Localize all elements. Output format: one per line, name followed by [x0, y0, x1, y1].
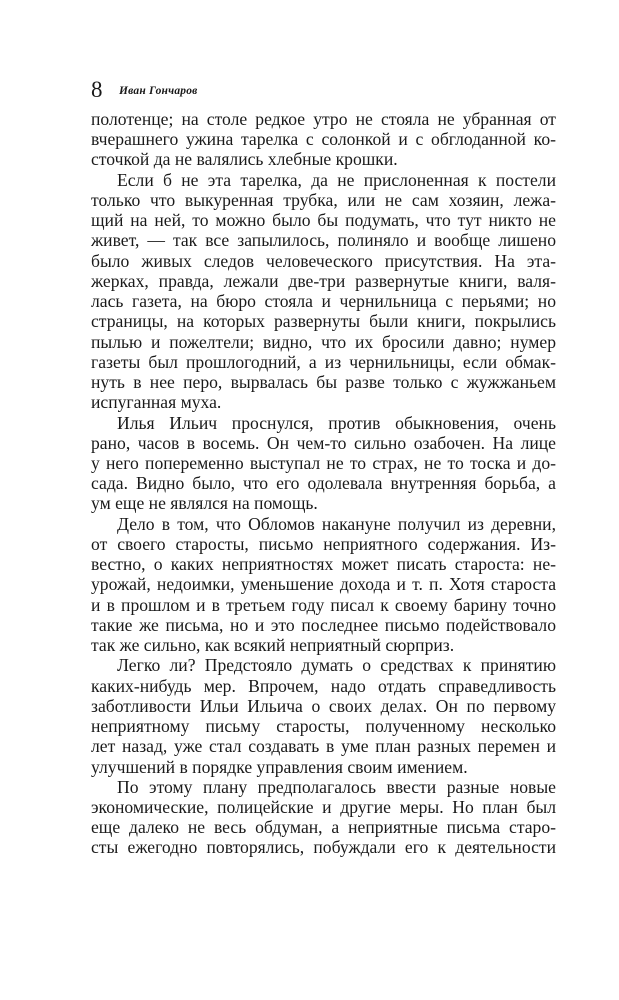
paragraph: [91, 777, 556, 858]
text-line: вестно, о каких неприятностях может писать староста: не-: [91, 554, 556, 575]
text-line: у него попеременно выступал не то страх, не то тоска и до-: [91, 452, 556, 473]
text-line: только что выкуренная трубка, или не сам хозяин, лежа-: [91, 189, 556, 210]
paragraph: [91, 170, 556, 413]
text-line: от своего старосты, письмо неприятного содержания. Из-: [91, 533, 556, 554]
text-line: газеты был прошлогодний, а из чернильницы, если обмак-: [91, 351, 556, 372]
page-number: 8: [91, 77, 103, 102]
text-line: лет назад, уже стал создавать в уме план разных перемен и: [91, 736, 556, 757]
text-line: ум еще не являлся на помощь.: [91, 493, 318, 514]
paragraph: [91, 413, 556, 514]
text-line: Дело в том, что Обломов накануне получил из деревни,: [117, 513, 556, 534]
text-line: неприятному письму старосты, полученному несколько: [91, 716, 556, 737]
body-text: [91, 109, 556, 858]
text-line: Легко ли? Предстояло думать о средствах к принятию: [117, 655, 556, 676]
text-line: лась газета, на бюро стояла и чернильница с перьями; но: [91, 291, 556, 312]
text-line: По этому плану предполагалось ввести разные новые: [117, 776, 556, 797]
text-line: испуганная муха.: [91, 392, 222, 413]
text-line: такие же письма, но и это последнее письмо подействовало: [91, 614, 556, 635]
text-line: заботливости Ильи Ильича о своих делах. Он по первому: [91, 695, 556, 716]
text-line: сточкой да не валялись хлебные крошки.: [91, 149, 398, 170]
text-line: так же сильно, как всякий неприятный сюрприз.: [91, 635, 455, 656]
running-head-author: Иван Гончаров: [119, 85, 198, 97]
text-line: нуть в нее перо, вырвалась бы разве только с жужжаньем: [91, 372, 556, 393]
text-line: жерках, правда, лежали две-три развернутые книги, валя-: [91, 270, 556, 291]
text-line: было живых следов человеческого присутствия. На эта-: [91, 250, 556, 271]
text-line: Илья Ильич проснулся, против обыкновения, очень: [117, 412, 556, 433]
text-line: и в прошлом и в третьем году писал к своему барину точно: [91, 594, 556, 615]
text-line: рано, часов в восемь. Он чем-то сильно озабочен. На лице: [91, 432, 556, 453]
text-line: сада. Видно было, что его одолевала внутренняя борьба, а: [91, 473, 556, 494]
text-line: сты ежегодно повторялись, побуждали его к деятельности: [91, 837, 556, 858]
text-line: еще далеко не весь обдуман, а неприятные письма старо-: [91, 817, 556, 838]
paragraph: [91, 514, 556, 656]
text-line: вчерашнего ужина тарелка с солонкой и с обглоданной ко-: [91, 129, 556, 150]
text-line: каких-нибудь мер. Впрочем, надо отдать справедливость: [91, 675, 556, 696]
text-line: урожай, недоимки, уменьшение дохода и т. п. Хотя староста: [91, 574, 556, 595]
paragraph: [91, 655, 556, 776]
text-line: улучшений в порядке управления своим имением.: [91, 756, 468, 777]
text-line: щий на ней, то можно было бы подумать, что тут никто не: [91, 210, 556, 231]
paragraph: [91, 109, 556, 170]
text-line: пылью и пожелтели; видно, что их бросили давно; нумер: [91, 331, 556, 352]
text-line: Если б не эта тарелка, да не прислоненная к постели: [117, 169, 556, 190]
text-line: живет, — так все запылилось, полиняло и вообще лишено: [91, 230, 556, 251]
text-line: экономические, полицейские и другие меры. Но план был: [91, 796, 556, 817]
text-line: страницы, на которых развернуты были книги, покрылись: [91, 311, 556, 332]
text-line: полотенце; на столе редкое утро не стояла не убранная от: [91, 109, 556, 129]
